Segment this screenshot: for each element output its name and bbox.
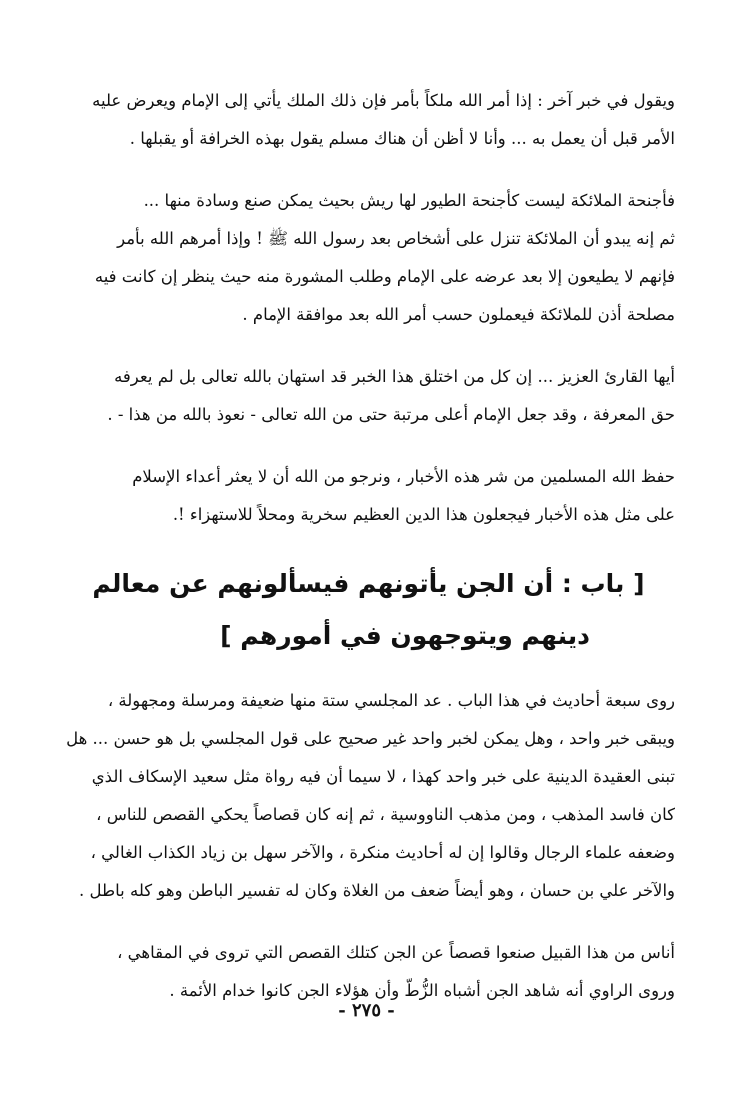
text-line: مصلحة أذن للملائكة فيعملون حسب أمر الله بعد موافقة الإمام . [242, 305, 675, 324]
text-line: على مثل هذه الأخبار فيجعلون هذا الدين العظيم سخرية ومحلاً للاستهزاء !. [172, 505, 675, 524]
text-line: فإنهم لا يطيعون إلا بعد عرضه على الإمام وطلب المشورة منه حيث ينظر إن كانت فيه [94, 267, 675, 286]
paragraph-5 [62, 682, 675, 910]
text-line: وضعفه علماء الرجال وقالوا إن له أحاديث منكرة ، والآخر سهل بن زياد الكذاب الغالي ، [90, 843, 675, 862]
text-line: فأجنحة الملائكة ليست كأجنحة الطيور لها ريش بحيث يمكن صنع وسادة منها ... [143, 191, 675, 210]
chapter-heading-line-2: دينهم ويتوجهون في أمورهم ] [220, 621, 590, 650]
paragraph-3 [62, 358, 675, 434]
paragraph-2 [62, 182, 675, 334]
paragraph-6 [62, 934, 675, 1010]
paragraph-4 [62, 458, 675, 534]
page-number: - ٢٧٥ - [338, 1000, 395, 1021]
text-line: الأمر قبل أن يعمل به ... وأنا لا أظن أن هناك مسلم يقول بهذه الخرافة أو يقبلها . [129, 129, 675, 148]
text-line: ثم إنه يبدو أن الملائكة تنزل على أشخاص بعد رسول الله ﷺ ! وإذا أمرهم الله بأمر [117, 229, 675, 248]
paragraph-1 [62, 82, 675, 158]
text-line: والآخر علي بن حسان ، وهو أيضاً ضعف من الغلاة وكان له تفسير الباطن وهو كله باطل . [79, 881, 675, 900]
text-line: روى سبعة أحاديث في هذا الباب . عد المجلسي ستة منها ضعيفة ومرسلة ومجهولة ، [107, 691, 675, 710]
text-line: حفظ الله المسلمين من شر هذه الأخبار ، ونرجو من الله أن لا يعثر أعداء الإسلام [132, 467, 675, 486]
text-line: ويقول في خبر آخر : إذا أمر الله ملكاً بأمر فإن ذلك الملك يأتي إلى الإمام ويعرض عليه [92, 91, 675, 110]
text-line: أيها القارئ العزيز ... إن كل من اختلق هذا الخبر قد استهان بالله تعالى بل لم يعرفه [114, 367, 675, 386]
chapter-heading [62, 558, 675, 662]
text-line: ويبقى خبر واحد ، وهل يمكن لخبر واحد غير صحيح على قول المجلسي بل هو حسن ... هل [66, 729, 675, 748]
page-content [62, 82, 675, 1034]
chapter-heading-line-1: [ باب : أن الجن يأتونهم فيسألونهم عن معالم [92, 569, 645, 598]
text-line: كان فاسد المذهب ، ومن مذهب الناووسية ، ثم إنه كان قصاصاً يحكي القصص للناس ، [96, 805, 675, 824]
text-line: حق المعرفة ، وقد جعل الإمام أعلى مرتبة حتى من الله تعالى - نعوذ بالله من هذا - . [107, 405, 675, 424]
text-line: أناس من هذا القبيل صنعوا قصصاً عن الجن كتلك القصص التي تروى في المقاهي ، [117, 943, 675, 962]
text-line: تبنى العقيدة الدينية على خبر واحد كهذا ، لا سيما أن فيه رواة مثل سعيد الإسكاف الذي [91, 767, 675, 786]
text-line: وروى الراوي أنه شاهد الجن أشباه الزُّطّ وأن هؤلاء الجن كانوا خدام الأئمة . [169, 981, 675, 1000]
